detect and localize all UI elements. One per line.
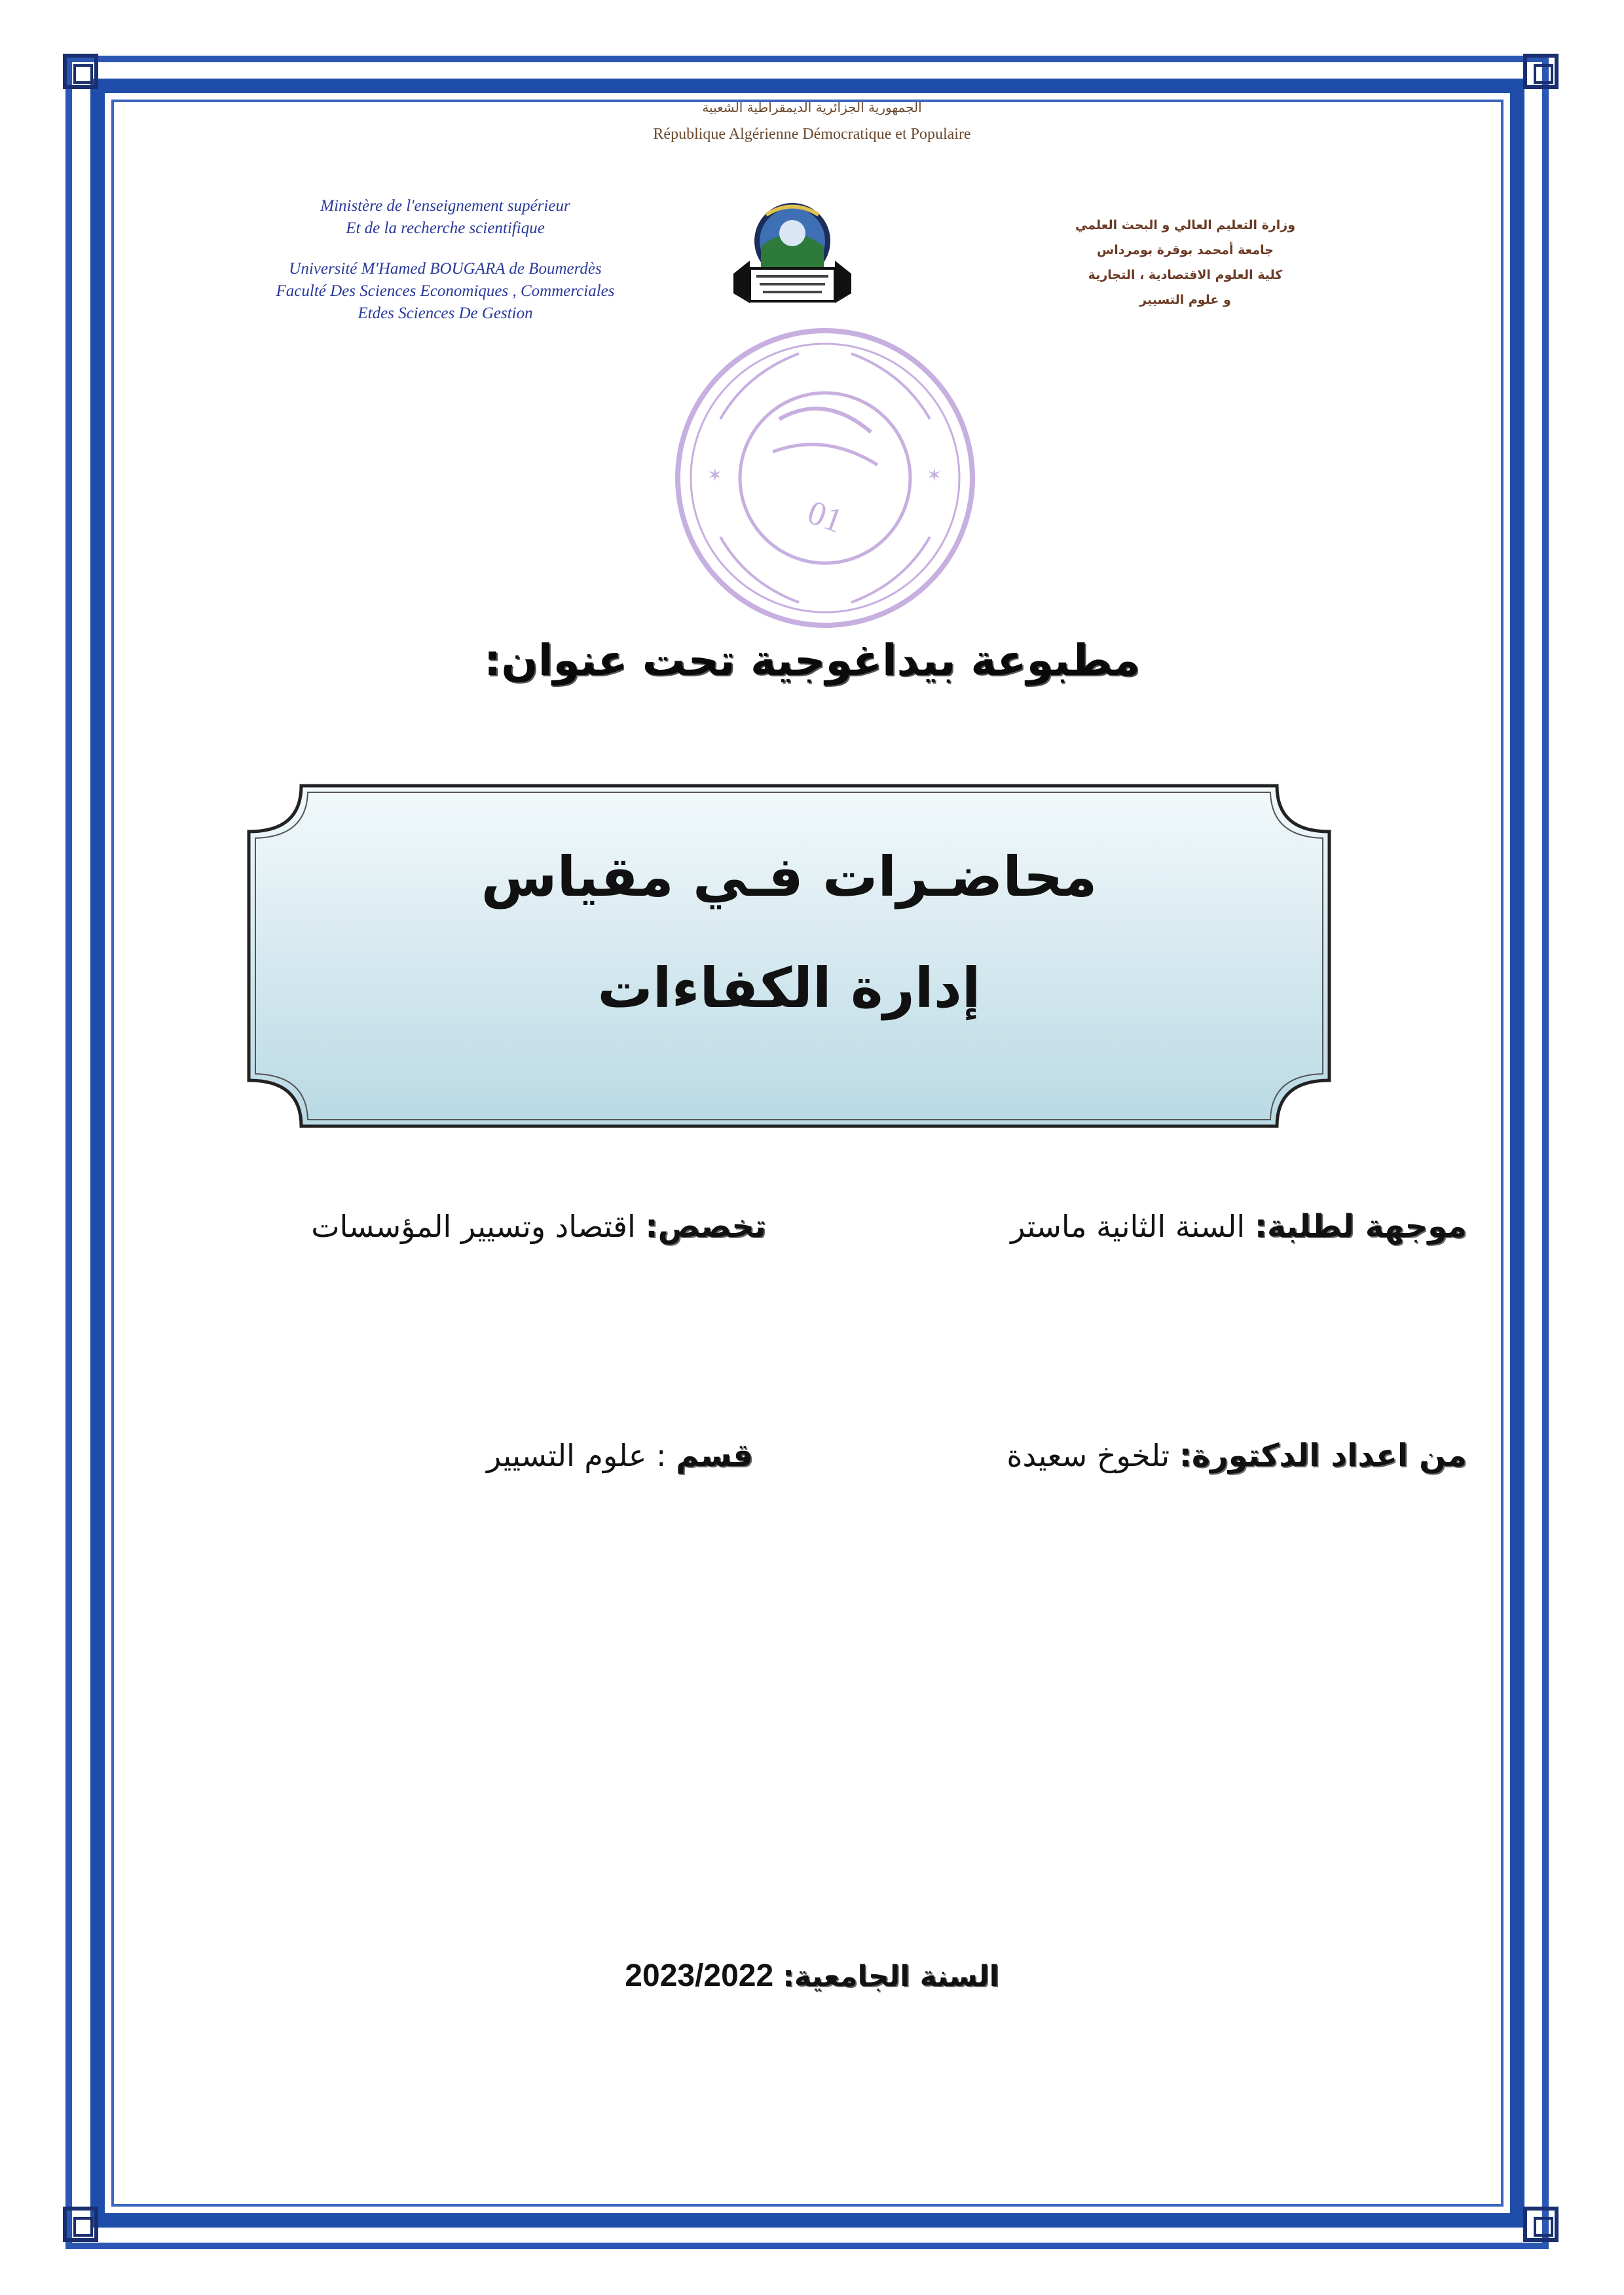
author-label: من اعداد الدكتورة:	[1179, 1437, 1467, 1474]
target-audience-label: موجهة لطلبة:	[1254, 1208, 1467, 1245]
republic-name-french: République Algérienne Démocratique et Populaire	[653, 126, 971, 143]
ministry-line-1: Ministère de l'enseignement supérieur	[320, 197, 570, 215]
faculty-stamp	[668, 321, 982, 635]
author-value: تلخوخ سعيدة	[1006, 1438, 1179, 1473]
faculty-arabic-line-1: كلية العلوم الاقتصادية ، التجارية	[1088, 268, 1283, 282]
department	[487, 1437, 753, 1474]
specialty	[311, 1208, 766, 1245]
institution-block-french	[242, 195, 648, 325]
stamp-number: 01	[802, 493, 848, 541]
specialty-value: اقتصاد وتسيير المؤسسات	[311, 1209, 646, 1244]
document-subtitle: مطبوعة بيداغوجية تحت عنوان:	[484, 635, 1140, 686]
faculty-arabic-line-2: و علوم التسيير	[1139, 293, 1231, 307]
corner-ornament-top-left	[63, 54, 98, 89]
specialty-label: تخصص:	[645, 1208, 766, 1245]
university-arabic: جامعة أمحمد بوقرة بومرداس	[1097, 243, 1274, 257]
academic-year-label: السنة الجامعية:	[783, 1960, 999, 1993]
institution-block-arabic	[1048, 213, 1323, 312]
faculty-name-line-2: Etdes Sciences De Gestion	[358, 304, 533, 322]
target-audience	[1010, 1208, 1467, 1245]
department-label: قسم	[676, 1437, 753, 1474]
corner-ornament-bottom-right	[1523, 2207, 1559, 2242]
ministry-arabic: وزارة التعليم العالي و البحث العلمي	[1075, 218, 1295, 232]
author	[1006, 1437, 1467, 1474]
republic-name-arabic: الجمهورية الجزائرية الديمقراطية الشعبية	[702, 100, 922, 115]
university-logo	[727, 195, 858, 313]
department-value: : علوم التسيير	[486, 1438, 676, 1473]
ministry-line-2: Et de la recherche scientifique	[346, 219, 545, 237]
svg-text:✶: ✶	[707, 464, 723, 486]
corner-ornament-top-right	[1523, 54, 1559, 89]
university-name: Université M'Hamed BOUGARA de Boumerdès	[289, 260, 602, 278]
target-audience-value: السنة الثانية ماستر	[1010, 1209, 1255, 1244]
corner-ornament-bottom-left	[63, 2207, 98, 2242]
academic-year-value: 2023/2022	[625, 1958, 774, 1993]
title-line-1: محاضـرات فـي مقياس	[481, 845, 1098, 909]
faculty-name-line-1: Faculté Des Sciences Economiques , Commerciales	[276, 282, 615, 300]
svg-text:✶: ✶	[927, 464, 942, 486]
title-line-2: إدارة الكفاءات	[597, 956, 981, 1020]
academic-year	[0, 1958, 1624, 1994]
